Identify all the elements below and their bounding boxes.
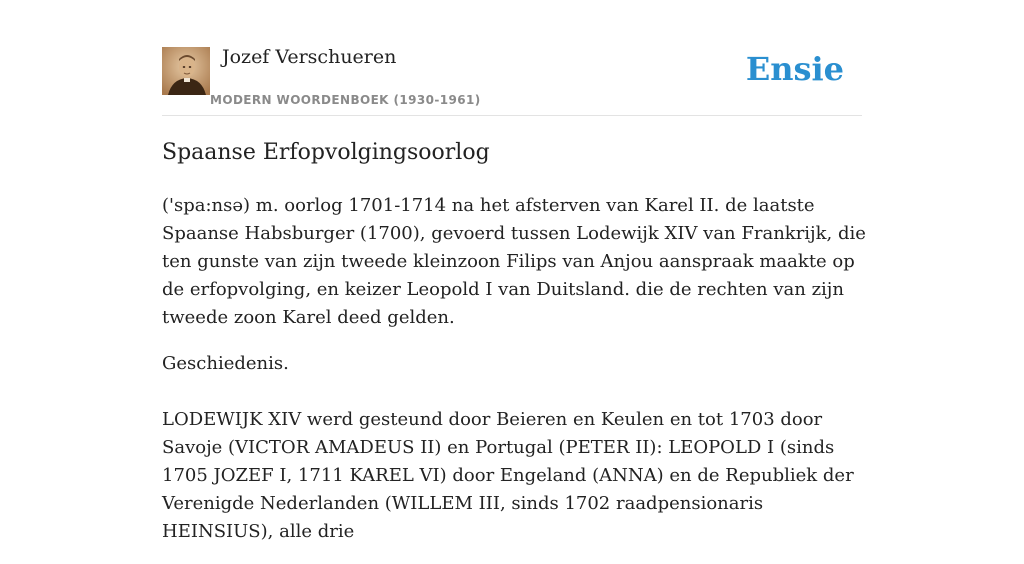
author-avatar[interactable] (162, 47, 210, 95)
article-header (162, 40, 862, 116)
definition-paragraph: ('spa:nsə) m. oorlog 1701-1714 na het afsterven van Karel II. de laatste Spaanse Habsburger (1700), gevoerd tussen Lodewijk XIV van Frankrijk, die ten gunste van zijn tweede kleinzoon Filips van Anjou aanspraak maakte op de erfopvolging, en keizer Leopold I van Duitsland. die de rechten van zijn tweede zoon Karel deed gelden. (162, 195, 866, 328)
author-name[interactable]: Jozef Verschueren (222, 46, 397, 68)
portrait-image (162, 47, 210, 95)
ensie-logo[interactable]: Ensie (745, 50, 844, 88)
article-body (162, 192, 866, 564)
history-paragraph: LODEWIJK XIV werd gesteund door Beieren en Keulen en tot 1703 door Savoje (VICTOR AMADEUS II) en Portugal (PETER II): LEOPOLD I (sinds 1705 JOZEF I, 1711 KAREL VI) door Engeland (ANNA) en de Republiek der Verenigde Nederlanden (WILLEM III, sinds 1702 raadpensionaris HEINSIUS), alle drie (162, 409, 854, 542)
article-title: Spaanse Erfopvolgingsoorlog (162, 140, 490, 165)
section-heading: Geschiedenis. (162, 353, 289, 374)
source-label[interactable]: MODERN WOORDENBOEK (1930-1961) (210, 93, 481, 107)
